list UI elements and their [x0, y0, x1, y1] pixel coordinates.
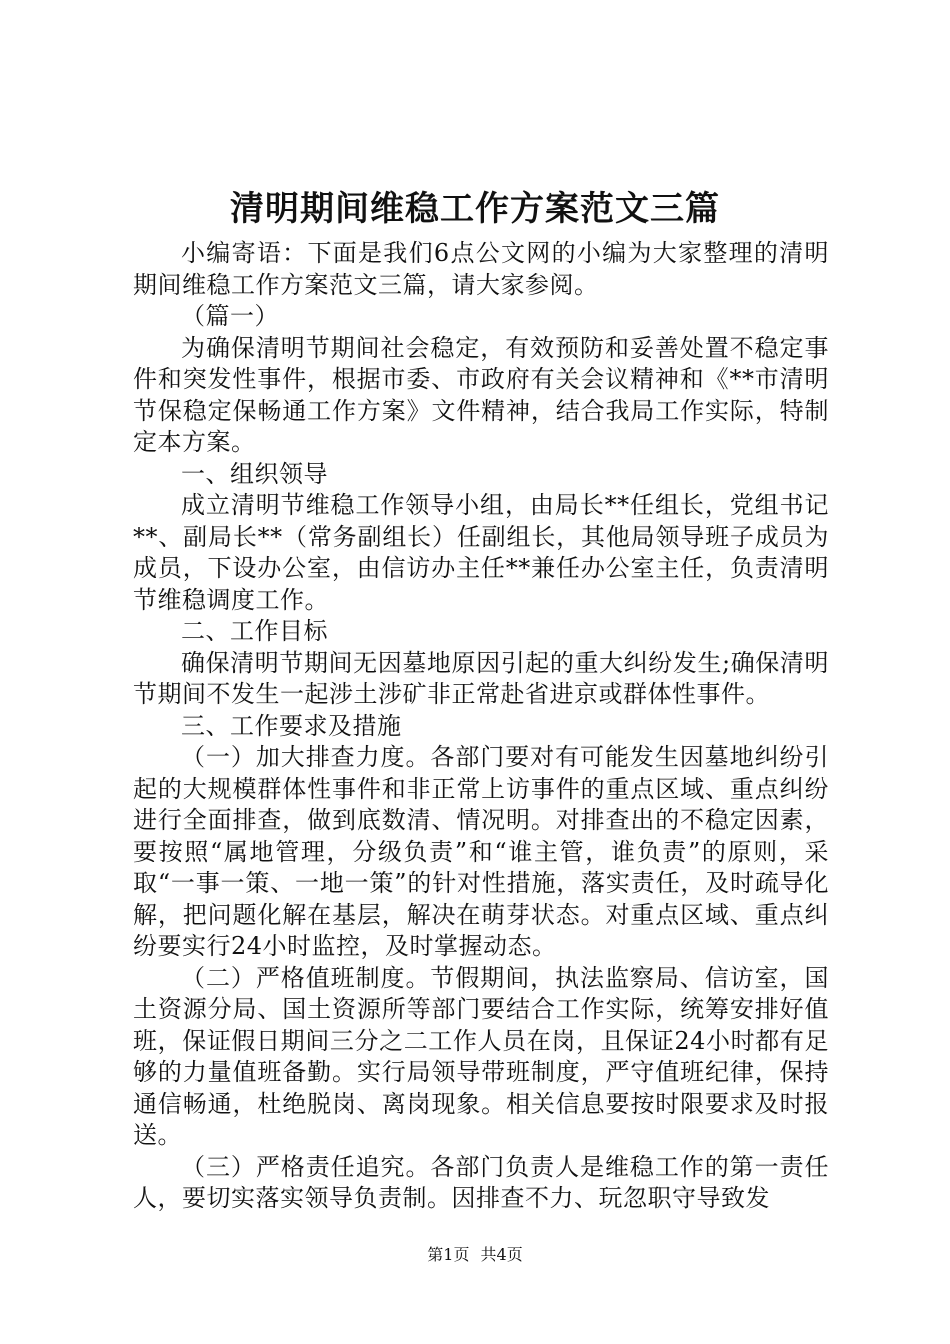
document-body: [133, 238, 829, 1215]
page-total: 共4页: [480, 1245, 523, 1264]
section-heading-requirements: 三、工作要求及措施: [181, 711, 402, 740]
paragraph-requirement-3: （三）严格责任追究。各部门负责人是维稳工作的第一责任人，要切实落实领导负责制。因排查不力、玩忽职守导致发: [133, 1152, 829, 1212]
paragraph-intro: 小编寄语：下面是我们6点公文网的小编为大家整理的清明期间维稳工作方案范文三篇，请大家参阅。: [133, 239, 829, 299]
paragraph-requirement-1: （一）加大排查力度。各部门要对有可能发生因墓地纠纷引起的大规模群体性事件和非正常上访事件的重点区域、重点纠纷进行全面排查，做到底数清、情况明。对排查出的不稳定因素，要按照“属地管理，分级负责”和“谁主管，谁负责”的原则，采取“一事一策、一地一策”的针对性措施，落实责任，及时疏导化解，把问题化解在基层，解决在萌芽状态。对重点区域、重点纠纷要实行24小时监控，及时掌握动态。: [133, 743, 829, 960]
page-footer: [0, 1244, 950, 1266]
section-heading-goals: 二、工作目标: [181, 617, 328, 645]
paragraph-requirement-2: （二）严格值班制度。节假期间，执法监察局、信访室，国土资源分局、国土资源所等部门要结合工作实际，统筹安排好值班，保证假日期间三分之二工作人员在岗，且保证24小时都有足够的力量值班备勤。实行局领导带班制度，严守值班纪律，保持通信畅通，杜绝脱岗、离岗现象。相关信息要按时限要求及时报送。: [133, 963, 829, 1149]
page-number: 第1页: [427, 1245, 470, 1264]
paragraph-purpose: 为确保清明节期间社会稳定，有效预防和妥善处置不稳定事件和突发性事件，根据市委、市政府有关会议精神和《**市清明节保稳定保畅通工作方案》文件精神，结合我局工作实际，特制定本方案。: [133, 333, 829, 456]
section-heading-part-one: （篇一）: [181, 302, 279, 330]
document-title: 清明期间维稳工作方案范文三篇: [230, 189, 720, 229]
paragraph-goals: 确保清明节期间无因墓地原因引起的重大纠纷发生;确保清明节期间不发生一起涉土涉矿非正常赴省进京或群体性事件。: [133, 648, 829, 708]
paragraph-organization: 成立清明节维稳工作领导小组，由局长**任组长，党组书记**、副局长**（常务副组长）任副组长，其他局领导班子成员为成员，下设办公室，由信访办主任**兼任办公室主任，负责清明节维稳调度工作。: [133, 491, 829, 614]
section-heading-organization: 一、组织领导: [181, 459, 328, 488]
